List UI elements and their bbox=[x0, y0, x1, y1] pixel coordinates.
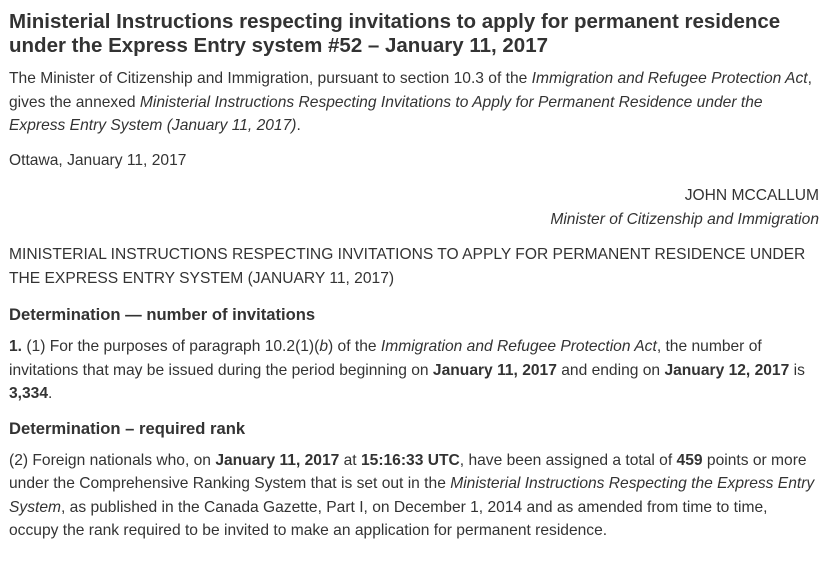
intro-paragraph bbox=[9, 67, 819, 138]
start-date: January 11, 2017 bbox=[432, 361, 557, 379]
signatory-role: Minister of Citizenship and Immigration bbox=[550, 210, 819, 228]
intro-text-1: The Minister of Citizenship and Immigration, pursuant to section 10.3 of the bbox=[9, 70, 532, 87]
act-title: Immigration and Refugee Protection Act bbox=[380, 338, 657, 355]
page-title: Ministerial Instructions respecting invitations to apply for permanent residence under the Express Entry system #52 – January 11, 2017 bbox=[9, 10, 781, 57]
instructions-caps-title: MINISTERIAL INSTRUCTIONS RESPECTING INVITATIONS TO APPLY FOR PERMANENT RESIDENCE UNDER THE EXPRESS ENTRY SYSTEM (JANUARY 11, 2017) bbox=[9, 246, 806, 287]
intro-text-3: . bbox=[296, 117, 301, 134]
act-title: Immigration and Refugee Protection Act bbox=[531, 70, 808, 87]
section2-paragraph: (2) Foreign nationals who, on January 11, 2017 at 15:16:33 UTC, have been assigned a total of 459 points or more under the Comprehensive Ranking System that is set out in the Ministerial Instructions Respecting the Express Entry System, as published in the Canada Gazette, Part I, on December 1, 2014 and as amended from time to time, occupy the rank required to be invited to make an application for permanent residence. bbox=[9, 451, 815, 539]
instructions-reference: Ministerial Instructions Respecting the Express Entry System bbox=[9, 475, 815, 516]
instructions-title: Ministerial Instructions Respecting Invitations to Apply for Permanent Residence under the Express Entry System (January 11, 2017) bbox=[9, 93, 763, 134]
signatory-name: JOHN MCCALLUM bbox=[684, 187, 819, 204]
intro-text-2: , gives the annexed bbox=[9, 70, 812, 111]
place-date: Ottawa, January 11, 2017 bbox=[9, 151, 187, 169]
end-date: January 12, 2017 bbox=[664, 361, 790, 379]
invitation-count: 3,334 bbox=[9, 385, 49, 402]
section-heading-number-of-invitations: Determination — number of invitations bbox=[9, 305, 316, 324]
signature-block bbox=[9, 184, 819, 231]
section-heading-required-rank: Determination – required rank bbox=[9, 418, 246, 438]
section-number: 1. bbox=[9, 338, 23, 355]
draw-date: January 11, 2017 bbox=[215, 451, 340, 469]
draw-time: 15:16:33 UTC bbox=[360, 451, 460, 469]
section1-paragraph: 1. (1) For the purposes of paragraph 10.2(1)(b) of the Immigration and Refugee Protection Act, the number of invitations that may be issued during the period beginning on January 11, 2017 and ending on January 12, 2017 is 3,334. bbox=[9, 338, 805, 402]
crs-points: 459 bbox=[676, 451, 703, 469]
